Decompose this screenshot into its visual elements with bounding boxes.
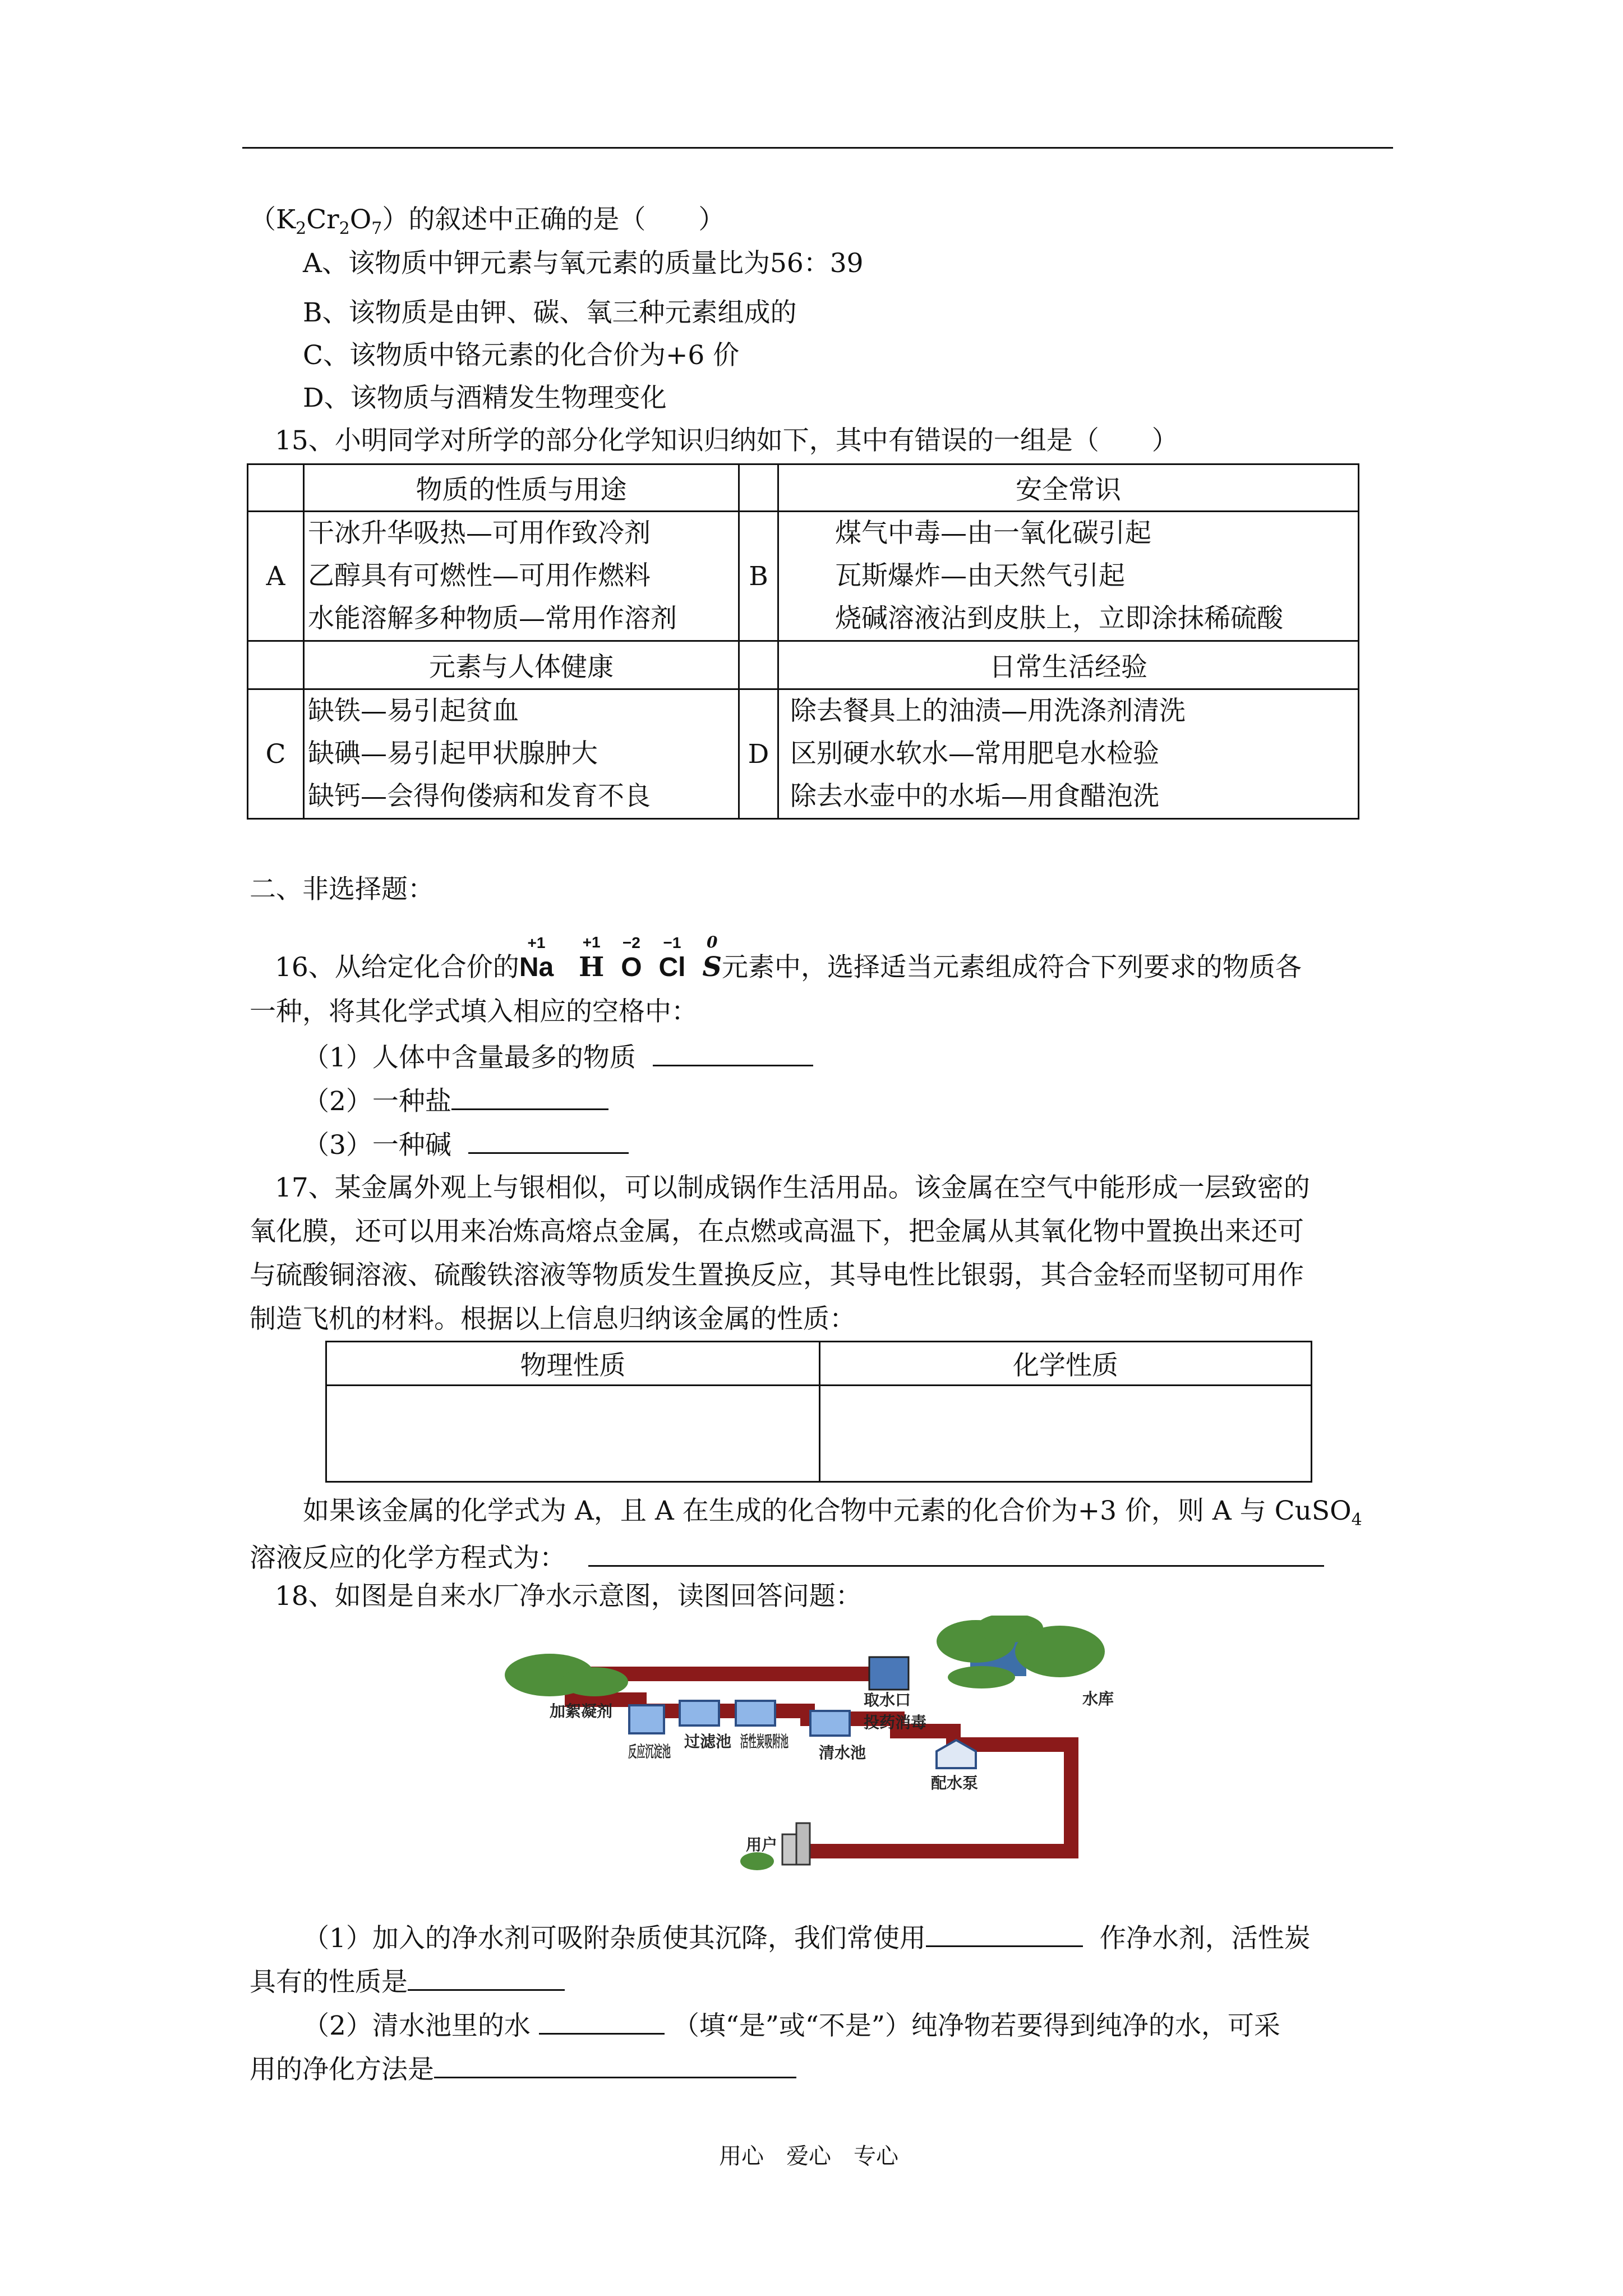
q16-answer-1[interactable] <box>653 1039 813 1066</box>
q15-header-a: 物质的性质与用途 <box>304 464 739 512</box>
q18-part2-line1: （2）清水池里的水 （填“是”或“不是”）纯净物若要得到纯净的水，可采 <box>303 2007 1280 2043</box>
q15-cell-c: 缺铁—易引起贫血 缺碘—易引起甲状腺肿大 缺钙—会得佝偻病和发育不良 <box>304 689 739 819</box>
header-rule <box>242 147 1393 149</box>
q18-answer-coagulant[interactable] <box>926 1920 1083 1947</box>
q15-letter-b: B <box>739 512 778 641</box>
q17-answer-physical[interactable] <box>326 1386 820 1482</box>
q14-option-b: B、该物质是由钾、碳、氧三种元素组成的 <box>303 297 797 328</box>
label-filter: 过滤池 <box>684 1732 732 1751</box>
q15-letter-c: C <box>248 689 304 819</box>
q17-line-3: 与硫酸铜溶液、硫酸铁溶液等物质发生置换反应，其导电性比银弱，其合金轻而坚韧可用作 <box>250 1260 1304 1291</box>
intake-box <box>869 1657 909 1690</box>
q14-stem: $(K_2Cr_2O_7)$的叙述中正确的是（ ） <box>250 204 725 238</box>
q18-answer-pure[interactable] <box>539 2007 665 2035</box>
label-intake: 取水口 <box>864 1691 911 1709</box>
q15-letter-d: D <box>739 689 778 819</box>
label-coagulant: 加絮凝剂 <box>550 1702 613 1720</box>
q17-follow-1: 如果该金属的化学式为 A，且 A 在生成的化合物中元素的化合价为+3 价，则 A 与 CuSO$_4$ <box>303 1496 1362 1530</box>
q15-cell-a: 干冰升华吸热—可用作致冷剂 乙醇具有可燃性—可用作燃料 水能溶解多种物质—常用作溶剂 <box>304 512 739 641</box>
q14-option-d: D、该物质与酒精发生物理变化 <box>303 383 667 413</box>
section-heading: 二、非选择题： <box>250 874 434 905</box>
label-disinfect: 投药消毒 <box>864 1713 927 1732</box>
left-tree <box>505 1654 628 1696</box>
label-reservoir: 水库 <box>1082 1690 1114 1708</box>
element-o: −2 O <box>621 934 642 982</box>
q16-answer-3[interactable] <box>468 1126 629 1154</box>
q15-stem: 15、小明同学对所学的部分化学知识归纳如下，其中有错误的一组是（ ） <box>275 425 1178 456</box>
q15-header-b: 安全常识 <box>778 464 1359 512</box>
q16-line2: 一种，将其化学式填入相应的空格中： <box>250 996 698 1027</box>
q18-answer-carbon-property[interactable] <box>408 1963 565 1991</box>
q14-option-c: C、该物质中铬元素的化合价为+6 价 <box>303 340 740 371</box>
label-carbon: 活性炭吸附池 <box>740 1732 789 1751</box>
element-h: +1 H <box>579 933 605 983</box>
page-footer: 用心 爱心 专心 <box>719 2143 898 2169</box>
water-treatment-diagram <box>505 1616 1155 1902</box>
q17-equation-answer[interactable] <box>588 1539 1324 1567</box>
q16-item-3: （3）一种碱 <box>303 1126 629 1162</box>
q16-item-2: （2）一种盐 <box>303 1083 608 1119</box>
q15-header-d: 日常生活经验 <box>778 641 1359 689</box>
q17-line-2: 氧化膜，还可以用来冶炼高熔点金属，在点燃或高温下，把金属从其氧化物中置换出来还可 <box>250 1216 1304 1247</box>
q16-item-1: （1）人体中含量最多的物质 <box>303 1039 813 1075</box>
q15-letter-a: A <box>248 512 304 641</box>
q18-part1-line1: （1）加入的净水剂可吸附杂质使其沉降，我们常使用 作净水剂，活性炭 <box>303 1920 1311 1955</box>
element-cl: −1 Cl <box>658 934 686 982</box>
q17-line-1: 17、某金属外观上与银相似，可以制成锅作生活用品。该金属在空气中能形成一层致密的 <box>275 1172 1310 1203</box>
element-s: 0 S <box>702 933 722 983</box>
q17-follow-2: 溶液反应的化学方程式为： <box>250 1539 1324 1575</box>
q17-header-chemical: 化学性质 <box>820 1342 1312 1386</box>
label-settling: 反应沉淀池 <box>628 1742 671 1761</box>
q18-part2-line2: 用的净化方法是 <box>250 2051 796 2087</box>
element-na: +1 Na <box>519 934 554 982</box>
label-user: 用户 <box>746 1835 778 1854</box>
label-pump: 配水泵 <box>931 1774 979 1792</box>
q15-cell-d: 除去餐具上的油渍—用洗涤剂清洗 区别硬水软水—常用肥皂水检验 除去水壶中的水垢—用食醋泡洗 <box>778 689 1359 819</box>
q16-stem: 16、从给定化合价的 +1 Na +1 H −2 O −1 Cl 0 S元素中，选择适当元素组成符合下列要求的物质各 <box>275 950 1302 984</box>
q14-option-a: A、该物质中钾元素与氧元素的质量比为56：39 <box>303 248 864 279</box>
q15-cell-b: 煤气中毒—由一氧化碳引起 瓦斯爆炸—由天然气引起 烧碱溶液沾到皮肤上，立即涂抹稀硫酸 <box>778 512 1359 641</box>
q17-answer-chemical[interactable] <box>820 1386 1312 1482</box>
q18-stem: 18、如图是自来水厂净水示意图，读图回答问题： <box>275 1581 862 1612</box>
q17-line-4: 制造飞机的材料。根据以上信息归纳该金属的性质： <box>250 1304 856 1335</box>
q16-answer-2[interactable] <box>451 1083 608 1110</box>
q15-table <box>247 463 1359 820</box>
label-clear-pool: 清水池 <box>819 1743 866 1762</box>
q15-header-c: 元素与人体健康 <box>304 641 739 689</box>
q18-answer-method[interactable] <box>434 2051 796 2078</box>
q18-part1-line2: 具有的性质是 <box>250 1963 565 1999</box>
reservoir-scene <box>937 1616 1105 1688</box>
q17-header-physical: 物理性质 <box>326 1342 820 1386</box>
q17-table <box>325 1341 1312 1483</box>
